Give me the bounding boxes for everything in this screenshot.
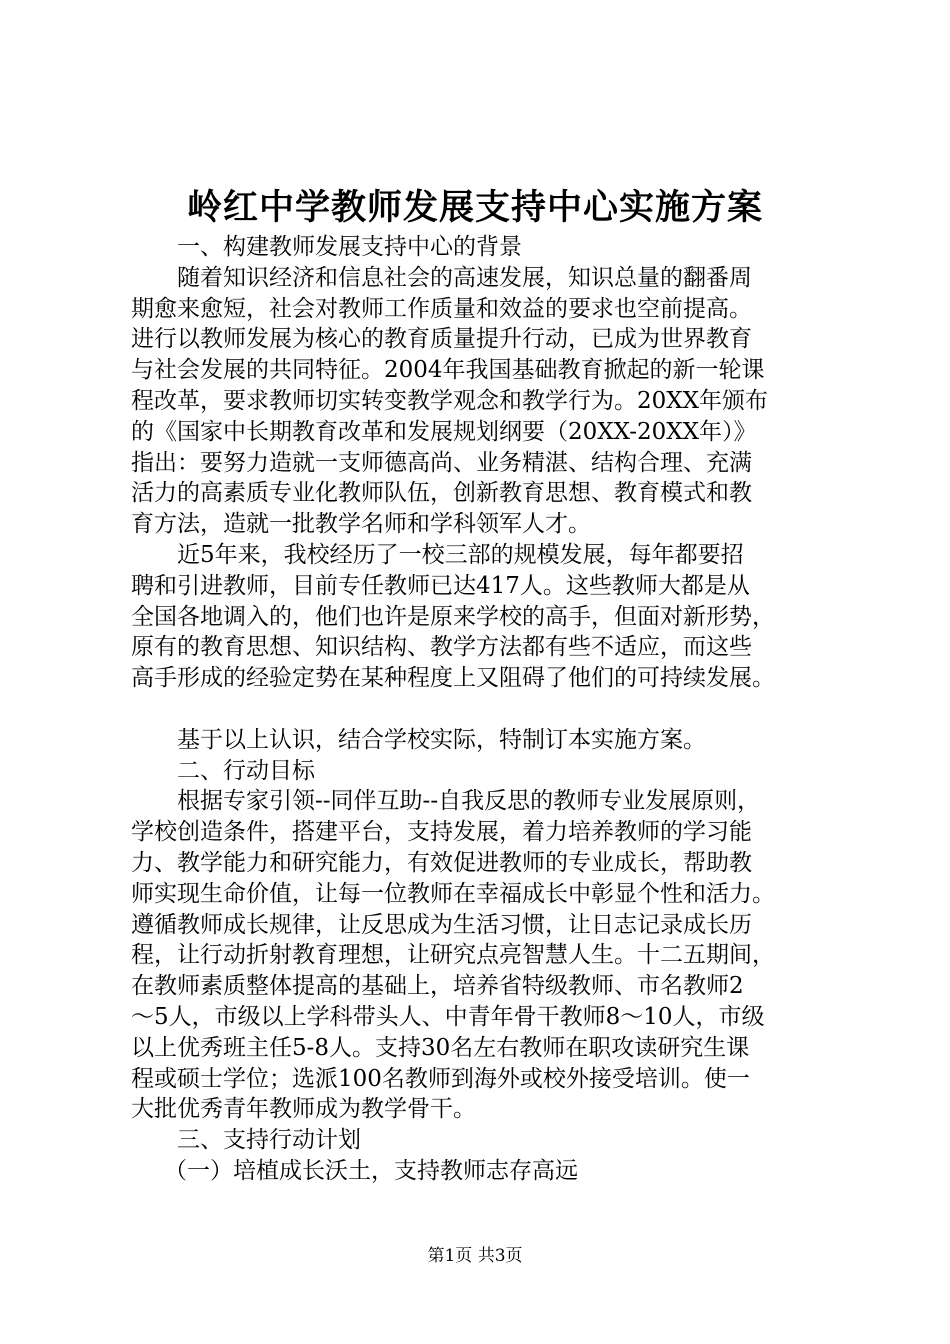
paragraph-line: 育方法，造就一批教学名师和学科领军人才。 xyxy=(131,511,591,538)
paragraph-line: 力、教学能力和研究能力，有效促进教师的专业成长，帮助教 xyxy=(131,849,752,876)
paragraph-gap xyxy=(131,694,851,725)
document-title: 岭红中学教师发展支持中心实施方案 xyxy=(186,187,763,228)
paragraph-line: 与社会发展的共同特征。2004年我国基础教育掀起的新一轮课 xyxy=(131,357,765,384)
paragraph-line: 原有的教育思想、知识结构、教学方法都有些不适应，而这些 xyxy=(131,634,752,661)
paragraph-line: 期愈来愈短，社会对教师工作质量和效益的要求也空前提高。 xyxy=(131,295,752,322)
paragraph-line: 学校创造条件，搭建平台，支持发展，着力培养教师的学习能 xyxy=(131,819,752,846)
paragraph-line: 程改革，要求教师切实转变教学观念和教学行为。20XX年颁布 xyxy=(131,387,769,414)
paragraph-line: 进行以教师发展为核心的教育质量提升行动，已成为世界教育 xyxy=(131,326,752,353)
paragraph-line: 聘和引进教师，目前专任教师已达417人。这些教师大都是从 xyxy=(131,572,750,599)
paragraph-line: 师实现生命价值，让每一位教师在幸福成长中彰显个性和活力。 xyxy=(131,880,775,907)
section-heading-3: 三、支持行动计划 xyxy=(177,1127,361,1154)
paragraph-line: 大批优秀青年教师成为教学骨干。 xyxy=(131,1096,476,1123)
section-heading-1: 一、构建教师发展支持中心的背景 xyxy=(177,234,522,260)
paragraph-line: 指出：要努力造就一支师德高尚、业务精湛、结构合理、充满 xyxy=(131,449,752,476)
paragraph-line: 程或硕士学位；选派100名教师到海外或校外接受培训。使一 xyxy=(131,1065,750,1092)
paragraph-line: 遵循教师成长规律，让反思成为生活习惯，让日志记录成长历 xyxy=(131,911,752,938)
paragraph-line: 随着知识经济和信息社会的高速发展，知识总量的翻番周 xyxy=(177,264,752,291)
paragraph-line: 高手形成的经验定势在某种程度上又阻碍了他们的可持续发展。 xyxy=(131,665,775,692)
subsection-heading: （一）培植成长沃土，支持教师志存高远 xyxy=(164,1157,578,1184)
paragraph-line: 基于以上认识，结合学校实际，特制订本实施方案。 xyxy=(177,726,706,753)
paragraph-line: ～5人，市级以上学科带头人、中青年骨干教师8～10人，市级 xyxy=(131,1003,765,1030)
paragraph-line: 的《国家中长期教育改革和发展规划纲要（20XX-20XX年）》 xyxy=(131,418,757,445)
document-body xyxy=(131,232,851,1187)
paragraph-line: 根据专家引领--同伴互助--自我反思的教师专业发展原则， xyxy=(177,788,761,815)
paragraph-line: 以上优秀班主任5-8人。支持30名左右教师在职攻读研究生课 xyxy=(131,1034,750,1061)
section-heading-2: 二、行动目标 xyxy=(177,757,315,784)
paragraph-line: 活力的高素质专业化教师队伍，创新教育思想、教育模式和教 xyxy=(131,480,752,507)
page-number-footer: 第1页 共3页 xyxy=(427,1246,523,1266)
paragraph-line: 全国各地调入的，他们也许是原来学校的高手，但面对新形势， xyxy=(131,603,775,630)
paragraph-line: 程，让行动折射教育理想，让研究点亮智慧人生。十二五期间， xyxy=(131,942,775,969)
paragraph-line: 近5年来，我校经历了一校三部的规模发展，每年都要招 xyxy=(177,541,744,568)
paragraph-line: 在教师素质整体提高的基础上，培养省特级教师、市名教师2 xyxy=(131,973,744,1000)
